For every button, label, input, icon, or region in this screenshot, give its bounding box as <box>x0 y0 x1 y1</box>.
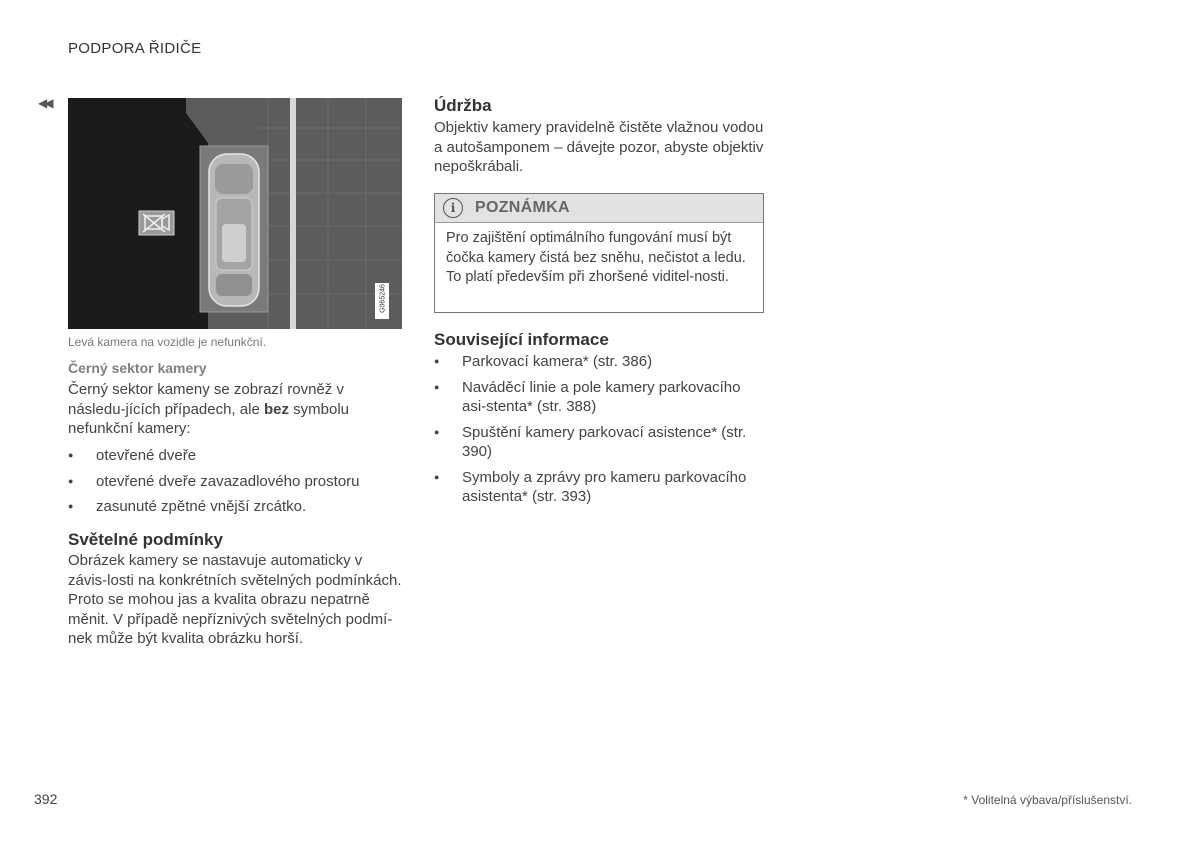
intro-after: symbolu nefunkční kamery: <box>68 400 349 437</box>
camera-figure <box>68 98 402 329</box>
black-sector-subheading: Černý sektor kamery <box>68 360 207 376</box>
list-item: ● otevřené dveře <box>68 446 402 466</box>
note-text: Pro zajištění optimálního fungování musí být čočka kamery čistá bez sněhu, nečistot a ledu. To platí především při zhoršené viditel-nosti. <box>446 230 746 285</box>
related-link[interactable]: ● Naváděcí linie a pole kamery parkovacího asi-stenta* (str. 388) <box>434 378 768 417</box>
note-title: POZNÁMKA <box>475 199 570 216</box>
related-info-heading: Související informace <box>434 330 609 349</box>
maintenance-text: Objektiv kamery pravidelně čistěte vlažnou vodou a autošamponem – dávejte pozor, abyste objektiv nepoškrábali. <box>434 119 764 175</box>
page-number: 392 <box>34 791 58 807</box>
intro-bold: bez <box>263 400 289 418</box>
section-title: PODPORA ŘIDIČE <box>68 40 202 57</box>
info-icon: i <box>443 198 463 218</box>
related-link[interactable]: ● Parkovací kamera* (str. 386) <box>434 352 768 372</box>
note-box <box>434 193 764 313</box>
footnote: * Volitelná výbava/příslušenství. <box>963 793 1132 807</box>
list-item: ● otevřené dveře zavazadlového prostoru <box>68 472 402 492</box>
related-link[interactable]: ● Spuštění kamery parkovací asistence* (str. 390) <box>434 423 768 462</box>
image-code: G065246 <box>379 284 387 313</box>
list-item: ● zasunuté zpětné vnější zrcátko. <box>68 497 402 517</box>
light-conditions-text: Obrázek kamery se nastavuje automaticky v závis-losti na konkrétních světelných podmínkách. Proto se mohou jas a kvalita obrazu nepatrně měnit. V případě nepříznivých světelných podmí-nek může být kvalita obrázku horší. <box>68 552 402 647</box>
light-conditions-heading: Světelné podmínky <box>68 530 223 549</box>
related-link[interactable]: ● Symboly a zprávy pro kameru parkovacího asistenta* (str. 393) <box>434 468 768 507</box>
black-sector-bullet-list <box>68 446 402 523</box>
note-header <box>435 194 763 223</box>
related-info-list <box>434 352 768 513</box>
figure-caption: Levá kamera na vozidle je nefunkční. <box>68 335 267 349</box>
intro-before: Černý sektor kameny se zobrazí rovněž v následu-jících případech, ale <box>68 381 344 418</box>
maintenance-heading: Údržba <box>434 96 492 115</box>
black-sector-text <box>68 380 402 439</box>
back-arrows-icon[interactable]: ◀◀ <box>38 96 51 110</box>
